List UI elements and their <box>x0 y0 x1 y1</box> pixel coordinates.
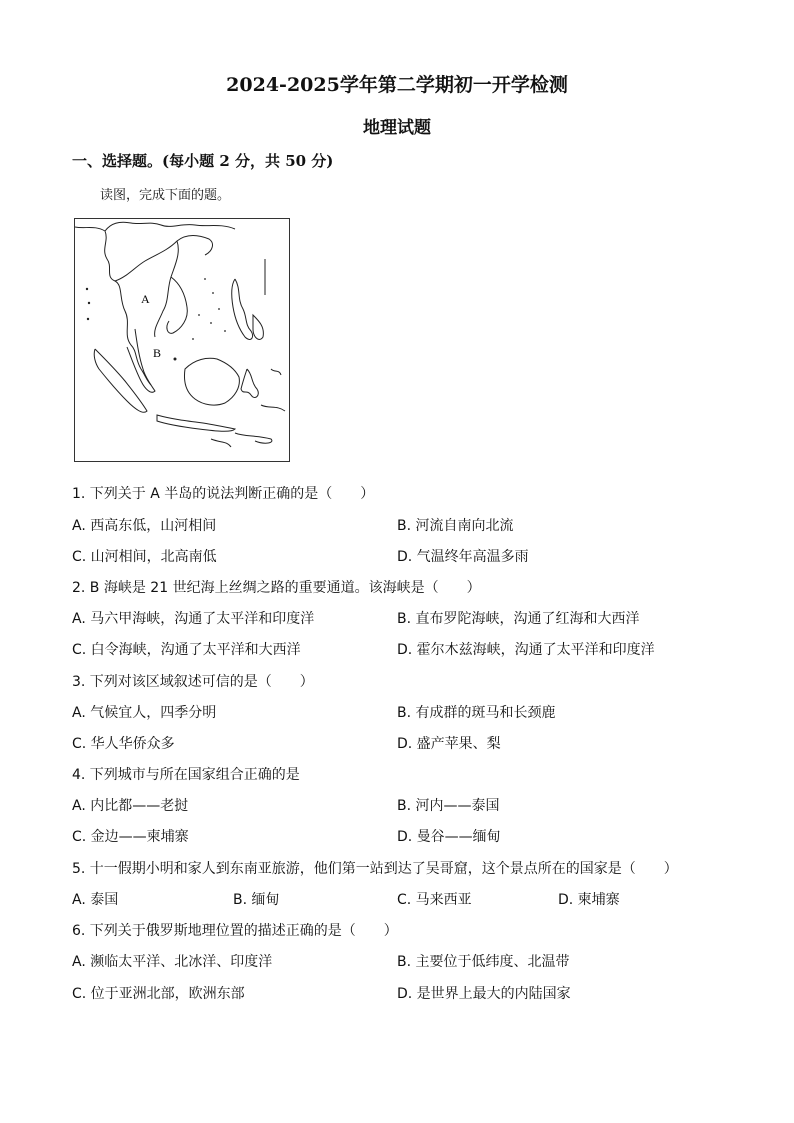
map-label-a: A <box>141 292 150 306</box>
question-3-option-d[interactable]: D. 盛产苹果、梨 <box>397 736 501 752</box>
question-6-option-b[interactable]: B. 主要位于低纬度、北温带 <box>397 954 570 970</box>
question-6-option-c[interactable]: C. 位于亚洲北部，欧洲东部 <box>72 986 245 1002</box>
southeast-asia-map <box>74 218 290 462</box>
question-5-option-c[interactable]: C. 马来西亚 <box>397 892 472 908</box>
question-2-option-b[interactable]: B. 直布罗陀海峡，沟通了红海和大西洋 <box>397 611 640 627</box>
question-4-option-a[interactable]: A. 内比都——老挝 <box>72 798 189 814</box>
question-4-option-d[interactable]: D. 曼谷——缅甸 <box>397 829 501 845</box>
map-outline <box>75 219 289 461</box>
question-1-option-a[interactable]: A. 西高东低，山河相间 <box>72 518 217 534</box>
question-1-option-d[interactable]: D. 气温终年高温多雨 <box>397 549 529 565</box>
section-heading: 一、选择题。(每小题 2 分，共 50 分) <box>72 152 334 170</box>
question-3-option-a[interactable]: A. 气候宜人，四季分明 <box>72 705 217 721</box>
question-3-option-b[interactable]: B. 有成群的斑马和长颈鹿 <box>397 705 556 721</box>
question-5-option-a[interactable]: A. 泰国 <box>72 892 119 908</box>
exam-title: 2024-2025学年第二学期初一开学检测 <box>226 74 568 96</box>
question-3-option-c[interactable]: C. 华人华侨众多 <box>72 736 175 752</box>
question-1-option-b[interactable]: B. 河流自南向北流 <box>397 518 514 534</box>
question-6-stem: 6. 下列关于俄罗斯地理位置的描述正确的是（ ） <box>72 923 398 939</box>
question-4-option-b[interactable]: B. 河内——泰国 <box>397 798 500 814</box>
question-2-option-d[interactable]: D. 霍尔木兹海峡，沟通了太平洋和印度洋 <box>397 642 655 658</box>
question-5-option-d[interactable]: D. 柬埔寨 <box>558 892 620 908</box>
question-4-stem: 4. 下列城市与所在国家组合正确的是 <box>72 767 300 783</box>
question-4-option-c[interactable]: C. 金边——柬埔寨 <box>72 829 189 845</box>
question-6-option-d[interactable]: D. 是世界上最大的内陆国家 <box>397 986 571 1002</box>
question-2-option-a[interactable]: A. 马六甲海峡，沟通了太平洋和印度洋 <box>72 611 315 627</box>
exam-subject: 地理试题 <box>363 118 431 138</box>
question-5-option-b[interactable]: B. 缅甸 <box>233 892 280 908</box>
question-3-stem: 3. 下列对该区域叙述可信的是（ ） <box>72 674 314 690</box>
question-5-stem: 5. 十一假期小明和家人到东南亚旅游，他们第一站到达了吴哥窟，这个景点所在的国家是（ ） <box>72 861 678 877</box>
question-6-option-a[interactable]: A. 濒临太平洋、北冰洋、印度洋 <box>72 954 273 970</box>
map-label-b: B <box>153 346 162 360</box>
question-2-option-c[interactable]: C. 白令海峡，沟通了太平洋和大西洋 <box>72 642 301 658</box>
instruction-text: 读图，完成下面的题。 <box>100 188 231 203</box>
question-2-stem: 2. B 海峡是 21 世纪海上丝绸之路的重要通道。该海峡是（ ） <box>72 580 481 596</box>
question-1-stem: 1. 下列关于 A 半岛的说法判断正确的是（ ） <box>72 486 375 502</box>
question-1-option-c[interactable]: C. 山河相间，北高南低 <box>72 549 217 565</box>
